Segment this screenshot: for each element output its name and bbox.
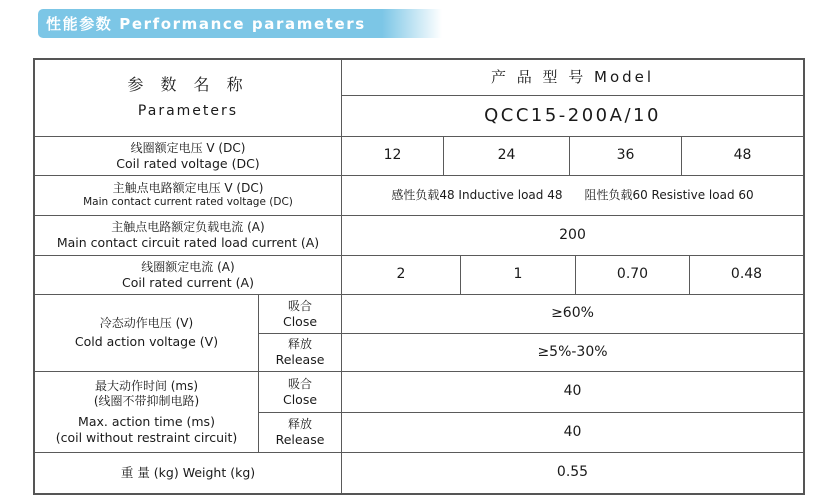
max-action-time-label bbox=[35, 372, 258, 452]
model-header-label: 产 品 型 号 Model bbox=[490, 68, 655, 87]
max-action-label-zh-2: (线圈不带抑制电路) bbox=[93, 393, 200, 408]
coil-voltage-label-en: Coil rated voltage (DC) bbox=[116, 155, 260, 171]
action-release-en: Release bbox=[275, 432, 325, 448]
max-action-label-en-1: Max. action time (ms) bbox=[78, 413, 215, 429]
model-value-cell bbox=[342, 96, 803, 136]
max-action-label-en-2: (coil without restraint circuit) bbox=[55, 429, 238, 445]
contact-voltage-label bbox=[35, 176, 341, 215]
contact-voltage-values bbox=[342, 176, 803, 215]
action-release-value: 40 bbox=[563, 423, 582, 440]
cold-action-label bbox=[35, 295, 258, 371]
coil-voltage-value: 36 bbox=[616, 147, 635, 164]
action-close-label bbox=[259, 372, 341, 412]
coil-voltage-value: 12 bbox=[383, 147, 402, 164]
cold-action-label-zh: 冷态动作电压 (V) bbox=[99, 316, 194, 331]
inductive-load-value: 感性负载48 Inductive load 48 bbox=[391, 188, 563, 202]
cold-close-value: ≥60% bbox=[551, 305, 594, 322]
section-header-tag bbox=[38, 9, 382, 38]
action-close-value: 40 bbox=[563, 383, 582, 400]
coil-current-value: 0.70 bbox=[616, 266, 649, 283]
load-current-label-en: Main contact circuit rated load current (A) bbox=[56, 235, 320, 251]
cold-release-en: Release bbox=[275, 352, 325, 368]
weight-label: 重 量 (kg) Weight (kg) bbox=[120, 465, 256, 481]
coil-current-label-en: Coil rated current (A) bbox=[122, 274, 254, 290]
resistive-load-value: 阻性负载60 Resistive load 60 bbox=[584, 188, 754, 202]
max-action-label-zh-1: 最大动作时间 (ms) bbox=[94, 378, 199, 393]
coil-voltage-label bbox=[35, 137, 341, 175]
coil-current-value: 0.48 bbox=[730, 266, 763, 283]
cold-release-zh: 释放 bbox=[287, 337, 312, 352]
load-current-label-zh: 主触点电路额定负载电流 (A) bbox=[111, 220, 265, 235]
coil-voltage-label-zh: 线圈额定电压 V (DC) bbox=[130, 140, 246, 155]
section-header-fade bbox=[382, 9, 442, 38]
load-current-value: 200 bbox=[559, 226, 586, 243]
section-header-title: 性能参数 Performance parameters bbox=[46, 15, 366, 33]
action-close-en: Close bbox=[282, 391, 318, 407]
weight-value: 0.55 bbox=[556, 464, 589, 481]
action-release-label bbox=[259, 413, 341, 452]
parameters-header-zh: 参 数 名 称 bbox=[127, 75, 249, 95]
cold-release-label bbox=[259, 334, 341, 371]
cold-action-label-en: Cold action voltage (V) bbox=[74, 334, 219, 350]
model-header bbox=[342, 60, 803, 95]
parameters-header-en: Parameters bbox=[137, 103, 239, 120]
cold-close-zh: 吸合 bbox=[287, 298, 312, 313]
coil-current-label-zh: 线圈额定电流 (A) bbox=[141, 259, 235, 274]
contact-voltage-label-zh: 主触点电路额定电压 V (DC) bbox=[112, 181, 264, 196]
coil-current-label bbox=[35, 256, 341, 294]
action-release-zh: 释放 bbox=[287, 417, 312, 432]
coil-current-value: 1 bbox=[513, 266, 523, 283]
load-current-label bbox=[35, 216, 341, 255]
coil-voltage-value: 24 bbox=[497, 147, 516, 164]
weight-label-cell bbox=[35, 453, 341, 493]
contact-voltage-label-en: Main contact current rated voltage (DC) bbox=[83, 196, 293, 209]
cold-close-en: Close bbox=[282, 313, 318, 329]
action-close-zh: 吸合 bbox=[287, 376, 312, 391]
cold-release-value: ≥5%-30% bbox=[537, 343, 608, 360]
coil-voltage-value: 48 bbox=[733, 147, 752, 164]
coil-current-value: 2 bbox=[396, 266, 406, 283]
model-value: QCC15-200A/10 bbox=[484, 104, 661, 126]
cold-close-label bbox=[259, 295, 341, 333]
parameters-header bbox=[35, 60, 341, 136]
